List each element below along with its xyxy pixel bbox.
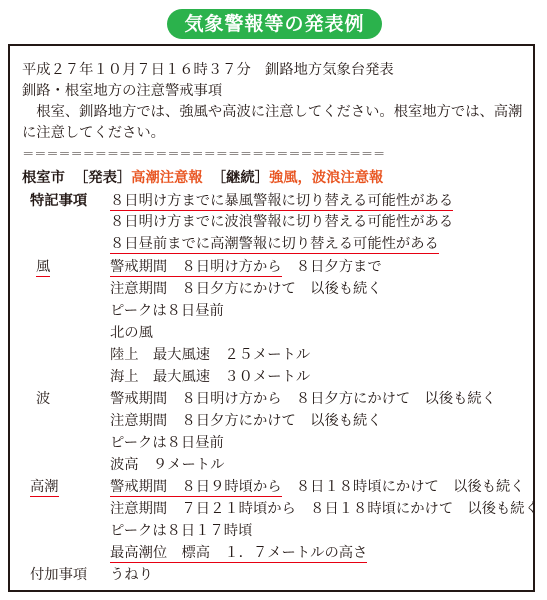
special-item-2: ８日明け方までに波浪警報に切り替える可能性がある <box>110 214 454 230</box>
continue-tag: ［継続］ <box>211 170 269 186</box>
separator-line: ＝＝＝＝＝＝＝＝＝＝＝＝＝＝＝＝＝＝＝＝＝＝＝＝＝＝＝＝＝＝ <box>22 146 386 161</box>
wave-caution-period: 注意期間 ８日夕方にかけて 以後も続く <box>110 413 382 429</box>
special-label: 特記事項 <box>30 193 88 209</box>
tide-max-level: 最高潮位 標高 １．７メートルの高さ <box>110 545 368 561</box>
wind-caution-period: 注意期間 ８日夕方にかけて 以後も続く <box>110 281 382 297</box>
wind-warn-period: 警戒期間 ８日明け方から ８日夕方まで <box>110 259 382 275</box>
subject-line: 釧路・根室地方の注意警戒事項 <box>22 83 223 99</box>
wind-label: 風 <box>36 259 51 275</box>
tide-label: 高潮 <box>30 479 59 495</box>
continue-value: 強風，波浪注意報 <box>268 170 384 186</box>
issue-tag: ［発表］ <box>73 170 132 186</box>
issue-value: 高潮注意報 <box>131 170 203 186</box>
tide-caution-period: 注意期間 ７日２１時頃から ８日１８時頃にかけて 以後も続く <box>110 501 539 517</box>
special-item-1: ８日明け方までに暴風警報に切り替える可能性がある <box>110 193 454 209</box>
tide-warn-period: 警戒期間 ８日９時頃から ８日１８時頃にかけて 以後も続く <box>110 479 525 495</box>
issued-line: 平成２７年１０月７日１６時３７分 釧路地方気象台発表 <box>22 62 394 78</box>
wave-warn-period: 警戒期間 ８日明け方から ８日夕方にかけて 以後も続く <box>110 391 497 407</box>
tide-peak: ピークは８日１７時頃 <box>110 523 253 539</box>
summary-line-1: 根室、釧路地方では、強風や高波に注意してください。根室地方では、高潮 <box>22 104 523 120</box>
wind-land: 陸上 最大風速 ２５メートル <box>110 347 311 363</box>
wind-direction: 北の風 <box>110 325 153 341</box>
extra-value: うねり <box>110 567 153 583</box>
wind-peak: ピークは８日昼前 <box>110 303 224 319</box>
wind-sea: 海上 最大風速 ３０メートル <box>110 369 311 385</box>
wave-label: 波 <box>36 391 51 407</box>
summary-line-2: に注意してください。 <box>22 125 165 141</box>
special-item-3: ８日昼前までに高潮警報に切り替える可能性がある <box>110 236 439 252</box>
area-line <box>22 168 383 188</box>
page-title: 気象警報等の発表例 <box>167 9 382 39</box>
area-name: 根室市 <box>22 170 65 186</box>
extra-label: 付加事項 <box>30 567 88 583</box>
wave-peak: ピークは８日昼前 <box>110 435 224 451</box>
wave-height: 波高 ９メートル <box>110 457 225 473</box>
